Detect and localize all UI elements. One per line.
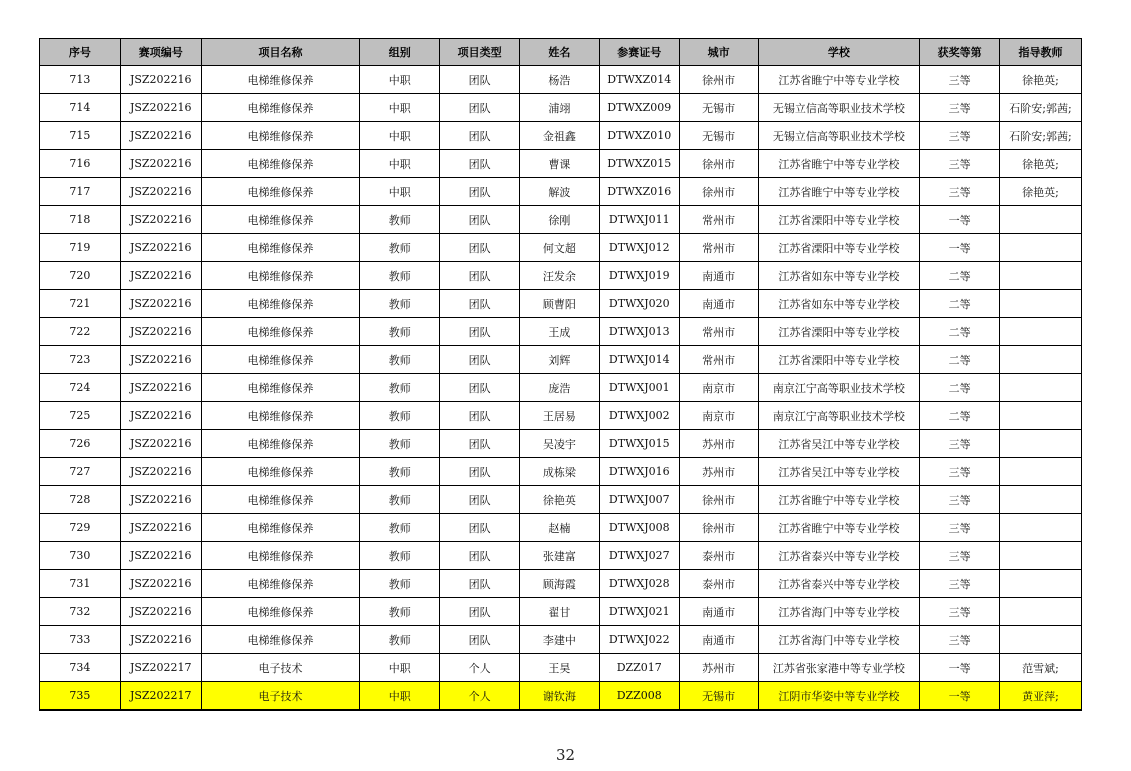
- cell-project-type: 团队: [440, 66, 520, 94]
- cell-instructor: 徐艳英;: [1000, 150, 1082, 178]
- cell-award: 三等: [920, 430, 1000, 458]
- cell-name: 徐艳英: [520, 486, 600, 514]
- cell-city: 南京市: [679, 374, 758, 402]
- cell-project-type: 团队: [440, 598, 520, 626]
- cell-instructor: [1000, 374, 1082, 402]
- cell-name: 李建中: [520, 626, 600, 654]
- cell-city: 无锡市: [679, 122, 758, 150]
- cell-name: 金祖鑫: [520, 122, 600, 150]
- cell-project-name: 电梯维修保养: [201, 598, 360, 626]
- cell-instructor: [1000, 626, 1082, 654]
- cell-school: 江苏省张家港中等专业学校: [758, 654, 920, 682]
- cell-project-type: 团队: [440, 430, 520, 458]
- header-col-project-type: 项目类型: [440, 39, 520, 66]
- cell-event-code: JSZ202216: [120, 374, 201, 402]
- cell-award: 三等: [920, 150, 1000, 178]
- cell-entry-no: DTWXJ008: [599, 514, 679, 542]
- cell-seq: 721: [40, 290, 121, 318]
- cell-school: 无锡立信高等职业技术学校: [758, 122, 920, 150]
- cell-school: 江苏省如东中等专业学校: [758, 290, 920, 318]
- cell-city: 徐州市: [679, 514, 758, 542]
- cell-name: 庞浩: [520, 374, 600, 402]
- cell-group: 中职: [360, 94, 440, 122]
- cell-city: 苏州市: [679, 430, 758, 458]
- cell-group: 中职: [360, 66, 440, 94]
- cell-seq: 724: [40, 374, 121, 402]
- cell-event-code: JSZ202216: [120, 206, 201, 234]
- cell-award: 三等: [920, 626, 1000, 654]
- table-row: [40, 346, 1082, 374]
- cell-project-type: 团队: [440, 458, 520, 486]
- cell-project-name: 电梯维修保养: [201, 514, 360, 542]
- cell-seq: 718: [40, 206, 121, 234]
- cell-instructor: 黄亚萍;: [1000, 682, 1082, 711]
- cell-seq: 731: [40, 570, 121, 598]
- cell-project-name: 电梯维修保养: [201, 458, 360, 486]
- cell-name: 张建富: [520, 542, 600, 570]
- cell-school: 南京江宁高等职业技术学校: [758, 402, 920, 430]
- cell-event-code: JSZ202216: [120, 486, 201, 514]
- cell-group: 中职: [360, 178, 440, 206]
- cell-project-name: 电梯维修保养: [201, 570, 360, 598]
- cell-instructor: [1000, 402, 1082, 430]
- cell-seq: 716: [40, 150, 121, 178]
- cell-event-code: JSZ202216: [120, 290, 201, 318]
- cell-project-type: 团队: [440, 626, 520, 654]
- cell-name: 解波: [520, 178, 600, 206]
- cell-name: 王居易: [520, 402, 600, 430]
- cell-group: 教师: [360, 290, 440, 318]
- cell-group: 教师: [360, 458, 440, 486]
- table-row: [40, 654, 1082, 682]
- cell-event-code: JSZ202216: [120, 570, 201, 598]
- cell-award: 三等: [920, 486, 1000, 514]
- cell-name: 何文超: [520, 234, 600, 262]
- cell-name: 杨浩: [520, 66, 600, 94]
- cell-group: 中职: [360, 122, 440, 150]
- cell-seq: 717: [40, 178, 121, 206]
- cell-project-name: 电梯维修保养: [201, 486, 360, 514]
- cell-city: 无锡市: [679, 94, 758, 122]
- cell-group: 教师: [360, 346, 440, 374]
- cell-group: 教师: [360, 626, 440, 654]
- cell-project-name: 电子技术: [201, 682, 360, 711]
- cell-project-name: 电梯维修保养: [201, 122, 360, 150]
- cell-event-code: JSZ202216: [120, 66, 201, 94]
- cell-event-code: JSZ202216: [120, 346, 201, 374]
- cell-group: 教师: [360, 374, 440, 402]
- cell-instructor: [1000, 290, 1082, 318]
- cell-project-name: 电梯维修保养: [201, 374, 360, 402]
- cell-entry-no: DTWXJ020: [599, 290, 679, 318]
- header-col-group: 组别: [360, 39, 440, 66]
- cell-instructor: 徐艳英;: [1000, 178, 1082, 206]
- cell-group: 教师: [360, 570, 440, 598]
- cell-entry-no: DTWXJ028: [599, 570, 679, 598]
- cell-seq: 723: [40, 346, 121, 374]
- table-row: [40, 374, 1082, 402]
- cell-city: 南京市: [679, 402, 758, 430]
- header-col-entry-no: 参赛证号: [599, 39, 679, 66]
- cell-group: 教师: [360, 514, 440, 542]
- cell-project-name: 电梯维修保养: [201, 430, 360, 458]
- table-row: [40, 206, 1082, 234]
- cell-project-type: 团队: [440, 94, 520, 122]
- table-row: [40, 150, 1082, 178]
- cell-instructor: [1000, 430, 1082, 458]
- cell-entry-no: DTWXZ016: [599, 178, 679, 206]
- cell-project-type: 团队: [440, 374, 520, 402]
- cell-seq: 719: [40, 234, 121, 262]
- cell-group: 中职: [360, 150, 440, 178]
- cell-group: 教师: [360, 430, 440, 458]
- cell-project-type: 团队: [440, 234, 520, 262]
- cell-seq: 722: [40, 318, 121, 346]
- cell-school: 南京江宁高等职业技术学校: [758, 374, 920, 402]
- table-row: [40, 290, 1082, 318]
- table-row: [40, 318, 1082, 346]
- cell-project-name: 电梯维修保养: [201, 318, 360, 346]
- cell-city: 常州市: [679, 346, 758, 374]
- cell-project-name: 电梯维修保养: [201, 178, 360, 206]
- cell-school: 江苏省溧阳中等专业学校: [758, 234, 920, 262]
- table-row: [40, 598, 1082, 626]
- cell-project-type: 团队: [440, 542, 520, 570]
- cell-event-code: JSZ202216: [120, 458, 201, 486]
- cell-award: 二等: [920, 262, 1000, 290]
- cell-entry-no: DTWXJ022: [599, 626, 679, 654]
- header-col-name: 姓名: [520, 39, 600, 66]
- header-col-award: 获奖等第: [920, 39, 1000, 66]
- award-table: [39, 38, 1082, 711]
- cell-award: 三等: [920, 178, 1000, 206]
- table-row: [40, 430, 1082, 458]
- cell-city: 泰州市: [679, 570, 758, 598]
- cell-seq: 713: [40, 66, 121, 94]
- cell-city: 南通市: [679, 626, 758, 654]
- cell-name: 刘辉: [520, 346, 600, 374]
- header-col-school: 学校: [758, 39, 920, 66]
- cell-award: 一等: [920, 206, 1000, 234]
- cell-seq: 725: [40, 402, 121, 430]
- header-col-city: 城市: [679, 39, 758, 66]
- page-number: 32: [555, 746, 576, 764]
- cell-school: 江苏省吴江中等专业学校: [758, 430, 920, 458]
- cell-school: 江苏省睢宁中等专业学校: [758, 178, 920, 206]
- cell-instructor: [1000, 262, 1082, 290]
- cell-city: 常州市: [679, 206, 758, 234]
- cell-group: 教师: [360, 318, 440, 346]
- cell-project-type: 团队: [440, 486, 520, 514]
- cell-school: 江苏省海门中等专业学校: [758, 598, 920, 626]
- cell-city: 南通市: [679, 598, 758, 626]
- cell-project-type: 团队: [440, 262, 520, 290]
- header-col-project-name: 项目名称: [201, 39, 360, 66]
- cell-city: 泰州市: [679, 542, 758, 570]
- table-row-highlighted: [40, 682, 1082, 711]
- cell-school: 江苏省如东中等专业学校: [758, 262, 920, 290]
- cell-instructor: 石阶安;郭茜;: [1000, 94, 1082, 122]
- cell-event-code: JSZ202216: [120, 122, 201, 150]
- cell-group: 教师: [360, 486, 440, 514]
- cell-award: 二等: [920, 402, 1000, 430]
- cell-city: 南通市: [679, 262, 758, 290]
- table-row: [40, 122, 1082, 150]
- cell-name: 吴凌宇: [520, 430, 600, 458]
- cell-name: 汪发余: [520, 262, 600, 290]
- cell-project-type: 团队: [440, 402, 520, 430]
- cell-seq: 730: [40, 542, 121, 570]
- cell-seq: 726: [40, 430, 121, 458]
- cell-entry-no: DTWXJ013: [599, 318, 679, 346]
- cell-event-code: JSZ202216: [120, 402, 201, 430]
- cell-award: 二等: [920, 346, 1000, 374]
- cell-project-type: 团队: [440, 122, 520, 150]
- cell-entry-no: DTWXZ014: [599, 66, 679, 94]
- cell-award: 三等: [920, 122, 1000, 150]
- cell-seq: 733: [40, 626, 121, 654]
- cell-group: 教师: [360, 542, 440, 570]
- cell-school: 江苏省溧阳中等专业学校: [758, 318, 920, 346]
- cell-entry-no: DTWXJ021: [599, 598, 679, 626]
- cell-group: 教师: [360, 206, 440, 234]
- cell-award: 一等: [920, 234, 1000, 262]
- cell-project-type: 个人: [440, 654, 520, 682]
- cell-school: 江苏省睢宁中等专业学校: [758, 66, 920, 94]
- cell-name: 顾海霞: [520, 570, 600, 598]
- cell-project-type: 团队: [440, 570, 520, 598]
- cell-project-name: 电梯维修保养: [201, 66, 360, 94]
- cell-entry-no: DZZ017: [599, 654, 679, 682]
- cell-seq: 734: [40, 654, 121, 682]
- cell-instructor: [1000, 234, 1082, 262]
- table-row: [40, 486, 1082, 514]
- cell-city: 常州市: [679, 234, 758, 262]
- cell-award: 二等: [920, 374, 1000, 402]
- cell-school: 江苏省溧阳中等专业学校: [758, 206, 920, 234]
- table-row: [40, 514, 1082, 542]
- cell-name: 顾曹阳: [520, 290, 600, 318]
- award-list-sheet: [39, 38, 1082, 711]
- cell-school: 江苏省泰兴中等专业学校: [758, 570, 920, 598]
- cell-event-code: JSZ202216: [120, 430, 201, 458]
- table-row: [40, 94, 1082, 122]
- table-row: [40, 570, 1082, 598]
- cell-seq: 729: [40, 514, 121, 542]
- cell-seq: 720: [40, 262, 121, 290]
- cell-event-code: JSZ202216: [120, 626, 201, 654]
- cell-award: 三等: [920, 570, 1000, 598]
- cell-school: 无锡立信高等职业技术学校: [758, 94, 920, 122]
- cell-project-name: 电梯维修保养: [201, 346, 360, 374]
- cell-city: 苏州市: [679, 654, 758, 682]
- cell-entry-no: DTWXJ007: [599, 486, 679, 514]
- header-row: [40, 39, 1082, 66]
- table-row: [40, 458, 1082, 486]
- header-col-event-code: 赛项编号: [120, 39, 201, 66]
- cell-seq: 732: [40, 598, 121, 626]
- cell-award: 三等: [920, 66, 1000, 94]
- cell-entry-no: DTWXJ012: [599, 234, 679, 262]
- cell-name: 徐刚: [520, 206, 600, 234]
- cell-school: 江苏省溧阳中等专业学校: [758, 346, 920, 374]
- cell-award: 一等: [920, 682, 1000, 711]
- cell-city: 徐州市: [679, 66, 758, 94]
- cell-project-name: 电子技术: [201, 654, 360, 682]
- cell-project-type: 团队: [440, 346, 520, 374]
- header-col-instructor: 指导教师: [1000, 39, 1082, 66]
- cell-name: 浦翊: [520, 94, 600, 122]
- table-row: [40, 234, 1082, 262]
- cell-event-code: JSZ202216: [120, 234, 201, 262]
- cell-event-code: JSZ202216: [120, 150, 201, 178]
- cell-instructor: [1000, 206, 1082, 234]
- cell-entry-no: DTWXJ027: [599, 542, 679, 570]
- cell-project-name: 电梯维修保养: [201, 150, 360, 178]
- cell-city: 徐州市: [679, 150, 758, 178]
- cell-group: 教师: [360, 234, 440, 262]
- cell-instructor: [1000, 598, 1082, 626]
- cell-school: 江苏省海门中等专业学校: [758, 626, 920, 654]
- cell-award: 三等: [920, 458, 1000, 486]
- cell-entry-no: DTWXJ002: [599, 402, 679, 430]
- cell-school: 江苏省吴江中等专业学校: [758, 458, 920, 486]
- cell-school: 江苏省睢宁中等专业学校: [758, 150, 920, 178]
- table-row: [40, 542, 1082, 570]
- cell-event-code: JSZ202216: [120, 542, 201, 570]
- cell-event-code: JSZ202216: [120, 514, 201, 542]
- cell-name: 翟甘: [520, 598, 600, 626]
- cell-project-name: 电梯维修保养: [201, 626, 360, 654]
- cell-instructor: [1000, 542, 1082, 570]
- cell-project-name: 电梯维修保养: [201, 234, 360, 262]
- table-row: [40, 66, 1082, 94]
- cell-project-type: 团队: [440, 150, 520, 178]
- header-col-seq: 序号: [40, 39, 121, 66]
- table-body: [40, 66, 1082, 711]
- cell-project-type: 团队: [440, 178, 520, 206]
- cell-seq: 715: [40, 122, 121, 150]
- cell-name: 谢钦海: [520, 682, 600, 711]
- cell-name: 成栋梁: [520, 458, 600, 486]
- cell-project-type: 团队: [440, 318, 520, 346]
- cell-event-code: JSZ202216: [120, 598, 201, 626]
- cell-city: 徐州市: [679, 486, 758, 514]
- cell-award: 三等: [920, 514, 1000, 542]
- cell-school: 江苏省睢宁中等专业学校: [758, 486, 920, 514]
- cell-instructor: [1000, 318, 1082, 346]
- cell-project-name: 电梯维修保养: [201, 262, 360, 290]
- cell-city: 常州市: [679, 318, 758, 346]
- cell-instructor: 石阶安;郭茜;: [1000, 122, 1082, 150]
- cell-entry-no: DTWXJ019: [599, 262, 679, 290]
- cell-entry-no: DTWXZ009: [599, 94, 679, 122]
- cell-award: 二等: [920, 318, 1000, 346]
- cell-project-type: 团队: [440, 206, 520, 234]
- cell-project-name: 电梯维修保养: [201, 402, 360, 430]
- table-row: [40, 178, 1082, 206]
- cell-seq: 727: [40, 458, 121, 486]
- cell-instructor: [1000, 486, 1082, 514]
- cell-entry-no: DTWXJ014: [599, 346, 679, 374]
- cell-city: 苏州市: [679, 458, 758, 486]
- cell-seq: 728: [40, 486, 121, 514]
- cell-project-name: 电梯维修保养: [201, 542, 360, 570]
- cell-school: 江苏省泰兴中等专业学校: [758, 542, 920, 570]
- cell-entry-no: DTWXJ015: [599, 430, 679, 458]
- cell-entry-no: DTWXJ001: [599, 374, 679, 402]
- cell-school: 江苏省睢宁中等专业学校: [758, 514, 920, 542]
- cell-entry-no: DTWXJ016: [599, 458, 679, 486]
- cell-award: 三等: [920, 598, 1000, 626]
- table-row: [40, 262, 1082, 290]
- table-row: [40, 626, 1082, 654]
- cell-group: 教师: [360, 598, 440, 626]
- cell-event-code: JSZ202216: [120, 318, 201, 346]
- cell-instructor: 徐艳英;: [1000, 66, 1082, 94]
- cell-entry-no: DTWXJ011: [599, 206, 679, 234]
- cell-group: 教师: [360, 402, 440, 430]
- cell-event-code: JSZ202216: [120, 262, 201, 290]
- cell-seq: 714: [40, 94, 121, 122]
- table-row: [40, 402, 1082, 430]
- cell-project-type: 团队: [440, 290, 520, 318]
- cell-instructor: [1000, 458, 1082, 486]
- cell-award: 三等: [920, 542, 1000, 570]
- cell-instructor: [1000, 346, 1082, 374]
- cell-city: 南通市: [679, 290, 758, 318]
- cell-name: 王成: [520, 318, 600, 346]
- cell-instructor: [1000, 514, 1082, 542]
- cell-entry-no: DTWXZ010: [599, 122, 679, 150]
- cell-city: 徐州市: [679, 178, 758, 206]
- cell-group: 中职: [360, 682, 440, 711]
- cell-city: 无锡市: [679, 682, 758, 711]
- cell-seq: 735: [40, 682, 121, 711]
- cell-event-code: JSZ202216: [120, 94, 201, 122]
- cell-name: 曹课: [520, 150, 600, 178]
- cell-name: 赵楠: [520, 514, 600, 542]
- cell-project-name: 电梯维修保养: [201, 290, 360, 318]
- cell-entry-no: DZZ008: [599, 682, 679, 711]
- cell-award: 三等: [920, 94, 1000, 122]
- cell-project-name: 电梯维修保养: [201, 206, 360, 234]
- cell-group: 教师: [360, 262, 440, 290]
- cell-group: 中职: [360, 654, 440, 682]
- cell-event-code: JSZ202216: [120, 178, 201, 206]
- cell-instructor: [1000, 570, 1082, 598]
- cell-entry-no: DTWXZ015: [599, 150, 679, 178]
- cell-event-code: JSZ202217: [120, 682, 201, 711]
- cell-project-type: 团队: [440, 514, 520, 542]
- cell-school: 江阴市华姿中等专业学校: [758, 682, 920, 711]
- cell-instructor: 范雪斌;: [1000, 654, 1082, 682]
- cell-award: 一等: [920, 654, 1000, 682]
- cell-event-code: JSZ202217: [120, 654, 201, 682]
- cell-project-name: 电梯维修保养: [201, 94, 360, 122]
- cell-project-type: 个人: [440, 682, 520, 711]
- cell-award: 二等: [920, 290, 1000, 318]
- cell-name: 王昊: [520, 654, 600, 682]
